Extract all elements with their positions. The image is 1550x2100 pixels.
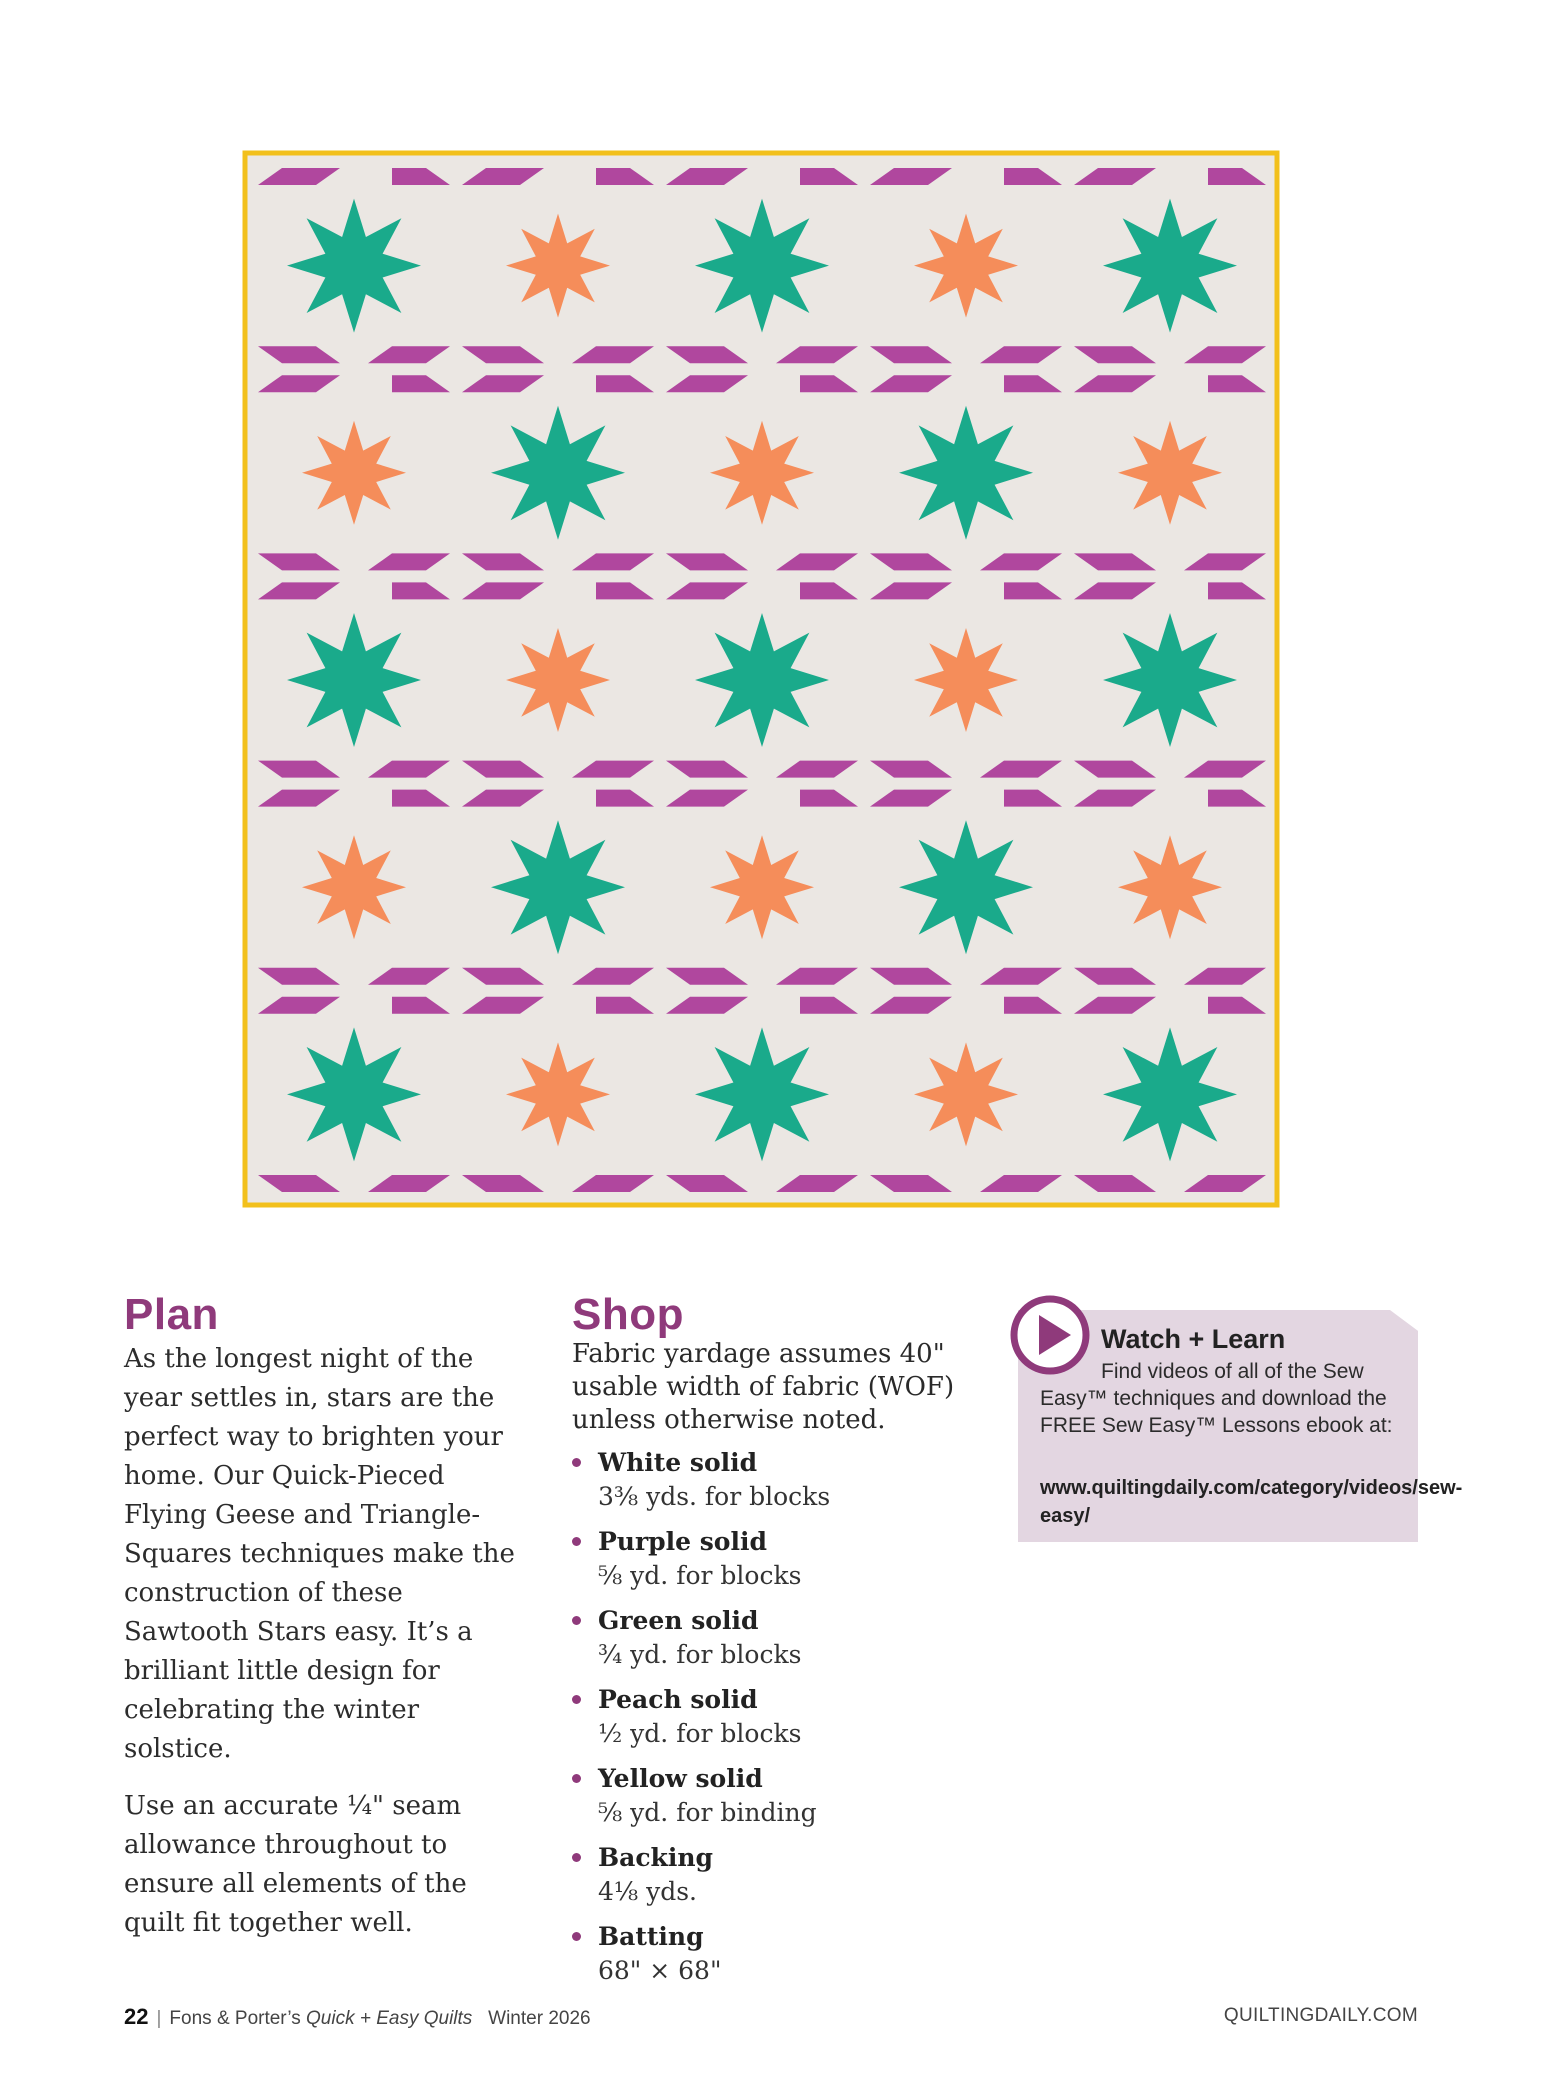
shop-item [572, 1920, 992, 1988]
peach-star [1118, 421, 1222, 525]
shop-item-amount: 68" × 68" [598, 1956, 722, 1985]
bullet-icon [572, 1853, 581, 1862]
green-star [287, 613, 421, 747]
bullet-icon [572, 1774, 581, 1783]
shop-item [572, 1525, 992, 1593]
shop-item-amount: 3⅜ yds. for blocks [598, 1482, 831, 1511]
bullet-icon [572, 1695, 581, 1704]
shop-item [572, 1446, 992, 1514]
footer-separator: | [156, 2008, 162, 2029]
shop-item-name: Purple solid [598, 1527, 767, 1556]
shop-item-amount: ½ yd. for blocks [598, 1719, 802, 1748]
green-star [287, 1027, 421, 1161]
green-star [695, 613, 829, 747]
peach-star [302, 835, 406, 939]
green-star [695, 1027, 829, 1161]
shop-item [572, 1762, 992, 1830]
shop-intro: Fabric yardage assumes 40" usable width of fabric (WOF) unless otherwise noted. [572, 1339, 955, 1435]
bullet-icon [572, 1616, 581, 1625]
shop-item-name: Yellow solid [598, 1764, 763, 1793]
green-star [1103, 1027, 1237, 1161]
green-star [899, 820, 1033, 954]
shop-item [572, 1841, 992, 1909]
plan-heading: Plan [124, 1290, 219, 1339]
footer-magazine: Quick + Easy Quilts [306, 2008, 473, 2029]
shop-item-amount: 4⅛ yds. [598, 1877, 697, 1906]
peach-star [506, 214, 610, 318]
green-star [491, 406, 625, 540]
page-footer [124, 2004, 591, 2030]
watch-learn-link[interactable]: www.quiltingdaily.com/category/videos/sew-easy/ [1040, 1477, 1463, 1527]
plan-paragraph: As the longest night of the year settles in, stars are the perfect way to brighten your home. Our Quick-Pieced Flying Geese and Triangle-Squares techniques make the construction of these Sawtooth Stars easy. It’s a brilliant little design for celebrating the winter solstice. [124, 1344, 515, 1764]
page-number: 22 [124, 2004, 149, 2029]
green-star [695, 199, 829, 333]
footer-issue: Winter 2026 [488, 2008, 591, 2029]
peach-star [914, 628, 1018, 732]
bullet-icon [572, 1537, 581, 1546]
shop-item-name: Peach solid [598, 1685, 758, 1714]
shop-heading: Shop [572, 1290, 684, 1339]
shop-item [572, 1604, 992, 1672]
peach-star [914, 1042, 1018, 1146]
shop-item-amount: ⅝ yd. for binding [598, 1798, 817, 1827]
green-star [1103, 199, 1237, 333]
peach-star [914, 214, 1018, 318]
green-star [1103, 613, 1237, 747]
footer-site: QUILTINGDAILY.COM [1223, 2005, 1418, 2026]
shop-item-amount: ¾ yd. for blocks [598, 1640, 802, 1669]
watch-learn-title: Watch + Learn [1101, 1324, 1286, 1354]
plan-paragraph: Use an accurate ¼" seam allowance throughout to ensure all elements of the quilt fit together well. [124, 1791, 467, 1938]
quilt-illustration [242, 150, 1282, 1210]
shop-item-name: Backing [598, 1843, 714, 1872]
shop-item [572, 1683, 992, 1751]
shop-item-name: Batting [598, 1922, 704, 1951]
bullet-icon [572, 1932, 581, 1941]
green-star [491, 820, 625, 954]
peach-star [506, 628, 610, 732]
watch-learn-description: Find videos of all of the Sew Easy™ techniques and download the FREE Sew Easy™ Lessons ebook at: [1040, 1360, 1393, 1437]
peach-star [1118, 835, 1222, 939]
quilt-photo [242, 150, 1282, 1210]
shop-item-name: White solid [598, 1448, 758, 1477]
green-star [899, 406, 1033, 540]
peach-star [506, 1042, 610, 1146]
green-star [287, 199, 421, 333]
shop-list [572, 1446, 992, 1999]
footer-publisher: Fons & Porter’s [169, 2008, 301, 2029]
plan-body [124, 1340, 534, 1961]
peach-star [302, 421, 406, 525]
shop-item-name: Green solid [598, 1606, 759, 1635]
peach-star [710, 421, 814, 525]
bullet-icon [572, 1458, 581, 1467]
peach-star [710, 835, 814, 939]
shop-item-amount: ⅝ yd. for blocks [598, 1561, 802, 1590]
